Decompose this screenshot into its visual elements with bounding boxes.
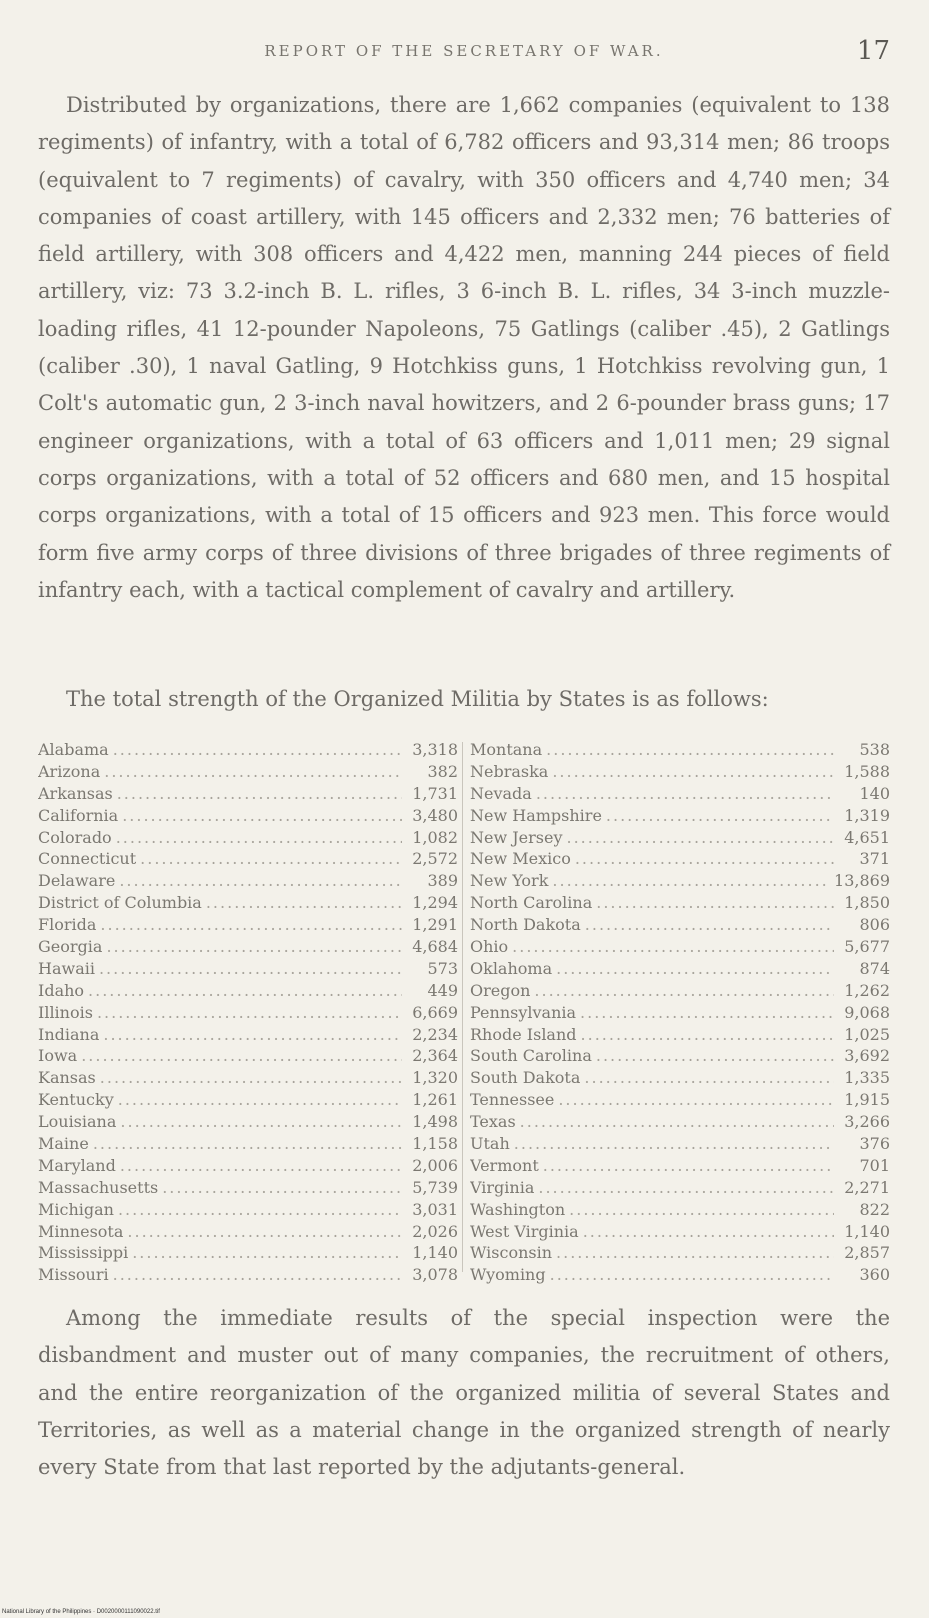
- running-head: [38, 36, 890, 72]
- state-name: Hawaii: [38, 958, 95, 978]
- table-row: [470, 981, 890, 1003]
- table-row: [38, 740, 458, 762]
- state-strength: 2,271: [844, 1177, 890, 1197]
- table-row: [470, 806, 890, 828]
- state-strength: 3,078: [412, 1265, 458, 1285]
- state-name: New Hampshire: [470, 805, 602, 825]
- page-number: 17: [856, 36, 890, 66]
- leader-dots: [552, 762, 834, 781]
- table-row: [470, 871, 890, 893]
- leader-dots: [596, 1046, 834, 1065]
- state-strength: 449: [427, 980, 458, 1000]
- state-name: Colorado: [38, 827, 112, 847]
- leader-dots: [100, 915, 402, 934]
- state-strength: 1,294: [412, 893, 458, 913]
- state-name: Illinois: [38, 1002, 93, 1022]
- table-row: [470, 1003, 890, 1025]
- table-row: [38, 1046, 458, 1068]
- leader-dots: [106, 937, 402, 956]
- leader-dots: [534, 981, 834, 1000]
- state-strength: 1,498: [412, 1112, 458, 1132]
- table-row: [470, 1243, 890, 1265]
- state-name: South Carolina: [470, 1046, 592, 1066]
- table-row: [38, 762, 458, 784]
- leader-dots: [585, 915, 834, 934]
- state-name: California: [38, 805, 119, 825]
- state-strength: 1,588: [844, 761, 890, 781]
- paragraph-inspection-results: Among the immediate results of the special inspection were the disbandment and muster out of many companies, the recruitment of others, and the entire reorganization of the organized militia of several States and Territories, as well as a material change in the organized strength of nearly every State from that last reported by the adjutants-general.: [38, 1306, 890, 1480]
- leader-dots: [546, 740, 834, 759]
- leader-dots: [113, 1265, 402, 1284]
- state-strength: 2,572: [412, 849, 458, 869]
- state-name: New Jersey: [470, 827, 563, 847]
- table-row: [38, 1025, 458, 1047]
- state-name: Kansas: [38, 1068, 96, 1088]
- leader-dots: [104, 762, 402, 781]
- leader-dots: [88, 981, 402, 1000]
- state-strength: 1,140: [412, 1243, 458, 1263]
- leader-dots: [584, 1068, 834, 1087]
- table-row: [470, 1090, 890, 1112]
- state-name: Minnesota: [38, 1221, 124, 1241]
- state-strength: 1,140: [844, 1221, 890, 1241]
- state-strength: 1,319: [844, 805, 890, 825]
- state-strength: 6,669: [412, 1002, 458, 1022]
- leader-dots: [120, 1156, 402, 1175]
- table-row: [470, 1200, 890, 1222]
- state-strength: 538: [859, 740, 890, 759]
- table-row: [38, 959, 458, 981]
- state-strength: 1,291: [412, 915, 458, 935]
- state-name: Wyoming: [470, 1265, 546, 1285]
- leader-dots: [119, 871, 402, 890]
- state-name: Kentucky: [38, 1090, 114, 1110]
- state-strength: 822: [859, 1199, 890, 1219]
- state-name: Iowa: [38, 1046, 78, 1066]
- state-strength: 2,857: [844, 1243, 890, 1263]
- state-name: Mississippi: [38, 1243, 129, 1263]
- table-row: [38, 1090, 458, 1112]
- paragraph-organizations: Distributed by organizations, there are 1,662 companies (equivalent to 138 regiments) of infantry, with a total of 6,782 officers and 93,314 men; 86 troops (equivalent to 7 regiments) of cavalry, with 350 officers and 4,740 men; 34 companies of coast artillery, with 145 officers and 2,332 men; 76 batteries of field artillery, with 308 officers and 4,422 men, manning 244 pieces of field artillery, viz: 73 3.2-inch B. L. rifles, 3 6-inch B. L. rifles, 34 3-inch muzzle-loading rifles, 41 12-pounder Napoleons, 75 Gatlings (caliber .45), 2 Gatlings (caliber .30), 1 naval Gatling, 9 Hotchkiss guns, 1 Hotchkiss revolving gun, 1 Colt's automatic gun, 2 3-inch naval howitzers, and 2 6-pounder brass guns; 17 engineer organizations, with a total of 63 officers and 1,011 men; 29 signal corps organizations, with a total of 52 officers and 680 men, and 15 hospital corps organizations, with a total of 15 officers and 923 men. This force would form five army corps of three divisions of three brigades of three regiments of infantry each, with a tactical complement of cavalry and artillery.: [38, 93, 890, 602]
- state-strength: 360: [859, 1265, 890, 1285]
- state-strength: 376: [859, 1134, 890, 1154]
- state-name: Maryland: [38, 1155, 116, 1175]
- table-row: [470, 849, 890, 871]
- table-row: [38, 1265, 458, 1287]
- leader-dots: [583, 1222, 834, 1241]
- table-row: [470, 915, 890, 937]
- state-name: Oregon: [470, 980, 531, 1000]
- state-strength: 1,335: [844, 1068, 890, 1088]
- table-row: [38, 1156, 458, 1178]
- table-row: [38, 915, 458, 937]
- leader-dots: [81, 1046, 402, 1065]
- state-strength: 371: [859, 849, 890, 869]
- state-name: District of Columbia: [38, 893, 202, 913]
- state-name: Pennsylvania: [470, 1002, 577, 1022]
- leader-dots: [132, 1243, 402, 1262]
- state-strength: 806: [859, 915, 890, 935]
- table-row: [38, 871, 458, 893]
- leader-dots: [512, 937, 834, 956]
- state-name: Arizona: [38, 761, 101, 781]
- leader-dots: [116, 828, 402, 847]
- state-name: Idaho: [38, 980, 85, 1000]
- state-name: Tennessee: [470, 1090, 555, 1110]
- state-name: Vermont: [470, 1155, 539, 1175]
- table-row: [470, 959, 890, 981]
- leader-dots: [120, 1112, 402, 1131]
- state-strength: 573: [427, 958, 458, 978]
- state-strength: 2,234: [412, 1024, 458, 1044]
- table-row: [470, 1025, 890, 1047]
- table-row: [470, 1222, 890, 1244]
- state-name: Georgia: [38, 937, 103, 957]
- table-column-left: [38, 740, 458, 1287]
- leader-dots: [206, 893, 402, 912]
- state-name: Ohio: [470, 937, 509, 957]
- state-strength: 1,320: [412, 1068, 458, 1088]
- leader-dots: [99, 959, 402, 978]
- state-name: Oklahoma: [470, 958, 553, 978]
- state-name: West Virginia: [470, 1221, 579, 1241]
- leader-dots: [118, 1090, 402, 1109]
- state-name: North Carolina: [470, 893, 593, 913]
- state-name: Virginia: [470, 1177, 535, 1197]
- state-name: Arkansas: [38, 783, 113, 803]
- state-name: Indiana: [38, 1024, 100, 1044]
- state-strength: 1,025: [844, 1024, 890, 1044]
- leader-dots: [140, 849, 402, 868]
- state-strength: 3,480: [412, 805, 458, 825]
- table-row: [38, 806, 458, 828]
- state-name: Delaware: [38, 871, 116, 891]
- state-strength: 3,266: [844, 1112, 890, 1132]
- table-row: [38, 1222, 458, 1244]
- state-name: Nebraska: [470, 761, 549, 781]
- table-row: [38, 1243, 458, 1265]
- leader-dots: [556, 959, 834, 978]
- state-strength: 3,031: [412, 1199, 458, 1219]
- table-row: [38, 937, 458, 959]
- state-strength: 1,915: [844, 1090, 890, 1110]
- leader-dots: [127, 1222, 402, 1241]
- leader-dots: [162, 1178, 402, 1197]
- leader-dots: [538, 1178, 834, 1197]
- state-strength: 874: [859, 958, 890, 978]
- leader-dots: [514, 1134, 834, 1153]
- state-name: Wisconsin: [470, 1243, 553, 1263]
- table-row: [470, 1265, 890, 1287]
- leader-dots: [536, 784, 834, 803]
- state-name: Rhode Island: [470, 1024, 577, 1044]
- table-row: [470, 828, 890, 850]
- state-strength: 5,677: [844, 937, 890, 957]
- table-row: [470, 784, 890, 806]
- leader-dots: [118, 1200, 402, 1219]
- leader-dots: [606, 806, 834, 825]
- table-row: [470, 1156, 890, 1178]
- leader-dots: [100, 1068, 402, 1087]
- leader-dots: [113, 740, 402, 759]
- state-name: South Dakota: [470, 1068, 581, 1088]
- leader-dots: [556, 1243, 834, 1262]
- table-row: [38, 981, 458, 1003]
- leader-dots: [567, 828, 835, 847]
- state-strength: 382: [427, 761, 458, 781]
- state-name: New Mexico: [470, 849, 571, 869]
- table-row: [38, 1134, 458, 1156]
- state-name: Maine: [38, 1134, 89, 1154]
- state-strength: 1,158: [412, 1134, 458, 1154]
- state-strength: 1,082: [412, 827, 458, 847]
- table-row: [470, 762, 890, 784]
- state-name: Texas: [470, 1112, 516, 1132]
- state-name: Michigan: [38, 1199, 114, 1219]
- state-name: Florida: [38, 915, 97, 935]
- leader-dots: [569, 1200, 834, 1219]
- table-row: [38, 893, 458, 915]
- state-name: New York: [470, 871, 549, 891]
- leader-dots: [93, 1134, 402, 1153]
- table-row: [470, 1068, 890, 1090]
- leader-dots: [596, 893, 834, 912]
- state-strength: 1,850: [844, 893, 890, 913]
- leader-dots: [97, 1003, 402, 1022]
- state-strength: 3,692: [844, 1046, 890, 1066]
- running-title: REPORT OF THE SECRETARY OF WAR.: [264, 42, 664, 60]
- leader-dots: [552, 871, 830, 890]
- state-name: Connecticut: [38, 849, 137, 869]
- table-column-right: [470, 740, 890, 1287]
- state-name: Alabama: [38, 740, 109, 759]
- table-row: [38, 784, 458, 806]
- leader-dots: [520, 1112, 834, 1131]
- leader-dots: [103, 1025, 402, 1044]
- table-row: [38, 1003, 458, 1025]
- table-row: [38, 849, 458, 871]
- state-name: Louisiana: [38, 1112, 117, 1132]
- state-strength: 2,364: [412, 1046, 458, 1066]
- table-row: [38, 1112, 458, 1134]
- state-name: Washington: [470, 1199, 566, 1219]
- table-row: [470, 1046, 890, 1068]
- column-divider: [462, 742, 463, 1272]
- state-name: Missouri: [38, 1265, 109, 1285]
- militia-strength-table: [38, 740, 890, 1285]
- state-strength: 13,869: [834, 871, 890, 891]
- state-strength: 389: [427, 871, 458, 891]
- state-strength: 2,006: [412, 1155, 458, 1175]
- state-strength: 9,068: [844, 1002, 890, 1022]
- table-row: [38, 828, 458, 850]
- table-row: [470, 1178, 890, 1200]
- paragraph-table-intro: The total strength of the Organized Militia by States is as follows:: [66, 687, 769, 711]
- state-name: Nevada: [470, 783, 532, 803]
- table-row: [470, 893, 890, 915]
- leader-dots: [117, 784, 402, 803]
- table-row: [470, 740, 890, 762]
- leader-dots: [550, 1265, 834, 1284]
- state-name: Utah: [470, 1134, 510, 1154]
- state-strength: 2,026: [412, 1221, 458, 1241]
- state-strength: 1,262: [844, 980, 890, 1000]
- leader-dots: [122, 806, 402, 825]
- leader-dots: [558, 1090, 834, 1109]
- state-strength: 1,261: [412, 1090, 458, 1110]
- state-name: North Dakota: [470, 915, 581, 935]
- state-name: Montana: [470, 740, 543, 759]
- state-strength: 4,684: [412, 937, 458, 957]
- table-row: [470, 1134, 890, 1156]
- leader-dots: [580, 1003, 834, 1022]
- table-row: [38, 1200, 458, 1222]
- scan-credit: National Library of the Philippines · D0020000111090022.tif: [2, 1609, 160, 1615]
- leader-dots: [575, 849, 834, 868]
- state-strength: 1,731: [412, 783, 458, 803]
- leader-dots: [543, 1156, 834, 1175]
- table-row: [38, 1068, 458, 1090]
- leader-dots: [581, 1025, 834, 1044]
- state-name: Massachusetts: [38, 1177, 159, 1197]
- state-strength: 3,318: [412, 740, 458, 759]
- table-row: [38, 1178, 458, 1200]
- table-row: [470, 937, 890, 959]
- state-strength: 140: [859, 783, 890, 803]
- state-strength: 5,739: [412, 1177, 458, 1197]
- state-strength: 4,651: [844, 827, 890, 847]
- state-strength: 701: [859, 1155, 890, 1175]
- table-row: [470, 1112, 890, 1134]
